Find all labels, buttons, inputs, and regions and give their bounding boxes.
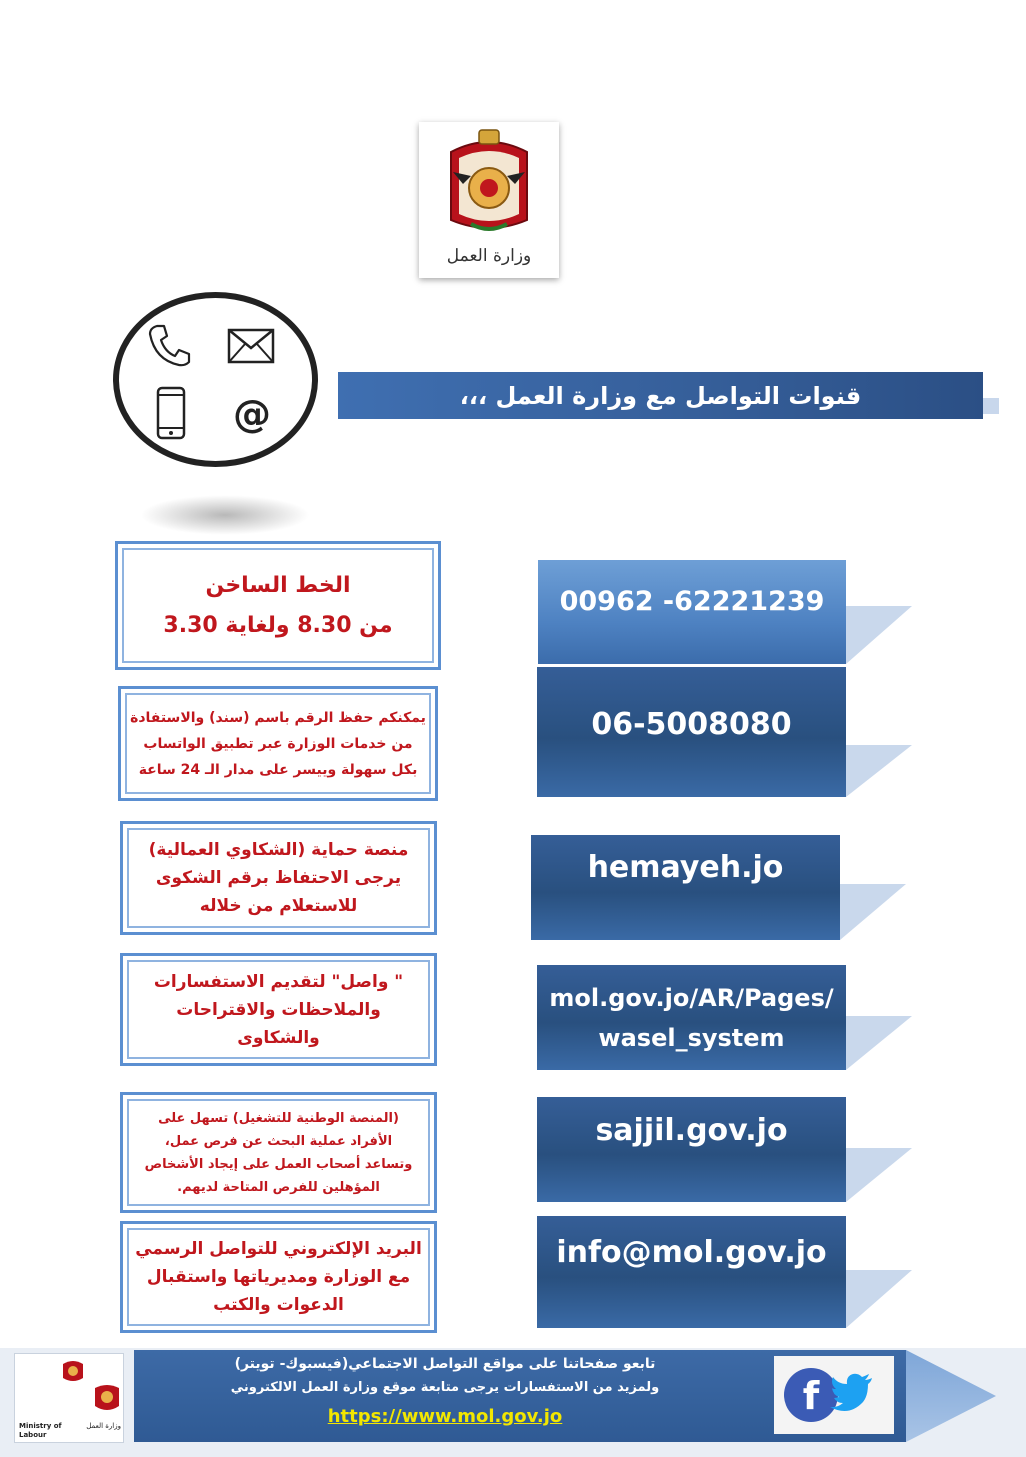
sajjil-description	[120, 1092, 437, 1213]
title-bar-accent	[983, 398, 999, 414]
footer-logo-ar: وزارة العمل	[86, 1422, 121, 1430]
desc-line: والشكاوى	[237, 1027, 320, 1048]
arrow-tail	[846, 606, 912, 664]
desc-line: للاستعلام من خلاله	[199, 896, 358, 916]
logo-text: وزارة العمل	[446, 246, 532, 266]
desc-line: البريد الإلكتروني للتواصل الرسمي	[135, 1239, 422, 1259]
whatsapp-description	[118, 686, 438, 801]
svg-text:f: f	[802, 1374, 820, 1418]
footer-line-1: تابعو صفحاتنا على مواقع التواصل الاجتماعي(فيسبوك- تويتر)	[234, 1356, 656, 1372]
desc-line: الخط الساخن	[205, 572, 351, 598]
email-link[interactable]	[537, 1216, 846, 1328]
contact-icons-oval	[113, 292, 318, 467]
wasel-description	[120, 953, 437, 1066]
arrow-tail	[846, 745, 912, 797]
page-title: قنوات التواصل مع وزارة العمل ،،،	[338, 372, 983, 419]
desc-line: المؤهلين للفرص المتاحة لديهم.	[177, 1179, 380, 1195]
coat-of-arms-icon	[441, 128, 537, 240]
footer-logo-en: Ministry of Labour	[19, 1422, 62, 1439]
arrow-tail	[840, 884, 906, 940]
twitter-icon[interactable]	[830, 1372, 874, 1412]
footer-band	[134, 1350, 756, 1442]
desc-line: " واصل" لتقديم الاستفسارات	[153, 971, 404, 992]
mobile-icon	[155, 386, 187, 440]
desc-line: والملاحظات والاقتراحات	[176, 999, 381, 1020]
desc-line: مع الوزارة ومديرياتها واستقبال	[146, 1267, 411, 1287]
desc-line: يمكنكم حفظ الرقم باسم (سند) والاستفادة	[130, 709, 426, 726]
coat-of-arms-small-icon	[61, 1358, 85, 1384]
social-tile	[774, 1356, 894, 1434]
arrow-tail	[846, 1270, 912, 1328]
whatsapp-number	[537, 667, 846, 797]
channel-line: 00962 -62221239	[559, 585, 825, 617]
channel-line: 06-5008080	[591, 706, 792, 742]
channel-line: hemayeh.jo	[587, 850, 784, 885]
social-media	[756, 1350, 906, 1442]
phone-icon	[147, 322, 191, 368]
desc-line: يرجى الاحتفاظ برقم الشكوى	[155, 868, 402, 888]
hemayeh-description	[120, 821, 437, 935]
desc-line: الدعوات والكتب	[213, 1295, 344, 1315]
channel-line: mol.gov.jo/AR/Pages/	[549, 983, 834, 1012]
envelope-icon	[227, 328, 275, 364]
desc-line: الأفراد عملية البحث عن فرص عمل،	[164, 1133, 393, 1149]
arrow-tail	[846, 1016, 912, 1070]
svg-text:@: @	[233, 394, 271, 436]
desc-line: (المنصة الوطنية للتشغيل) تسهل على	[158, 1110, 399, 1126]
desc-line: وتساعد أصحاب العمل على إيجاد الأشخاص	[144, 1156, 413, 1172]
desc-line: من 8.30 ولغاية 3.30	[163, 612, 393, 638]
footer-line-2: ولمزيد من الاستفسارات يرجى متابعة موقع وزارة العمل الالكتروني	[230, 1380, 660, 1395]
email-description	[120, 1221, 437, 1333]
footer-logo	[14, 1353, 124, 1443]
website-link[interactable]: https://www.mol.gov.jo	[327, 1406, 563, 1427]
wasel-link[interactable]	[537, 965, 846, 1070]
desc-line: بكل سهولة وييسر على مدار الـ 24 ساعة	[138, 761, 418, 778]
arrow-tail	[846, 1148, 912, 1202]
ministry-logo	[419, 122, 559, 278]
channel-line: info@mol.gov.jo	[556, 1234, 827, 1270]
desc-line: منصة حماية (الشكاوي العمالية)	[148, 840, 409, 860]
hemayeh-link[interactable]	[531, 835, 840, 940]
at-sign-icon	[231, 394, 273, 436]
sajjil-link[interactable]	[537, 1097, 846, 1202]
desc-line: من خدمات الوزارة عبر تطبيق الواتساب	[143, 735, 413, 752]
coat-of-arms-small-icon	[93, 1382, 121, 1414]
channel-line: wasel_system	[598, 1023, 785, 1052]
oval-shadow	[140, 495, 310, 535]
channel-line: sajjil.gov.jo	[595, 1113, 788, 1148]
hotline-description	[115, 541, 441, 670]
hotline-number	[538, 560, 846, 664]
